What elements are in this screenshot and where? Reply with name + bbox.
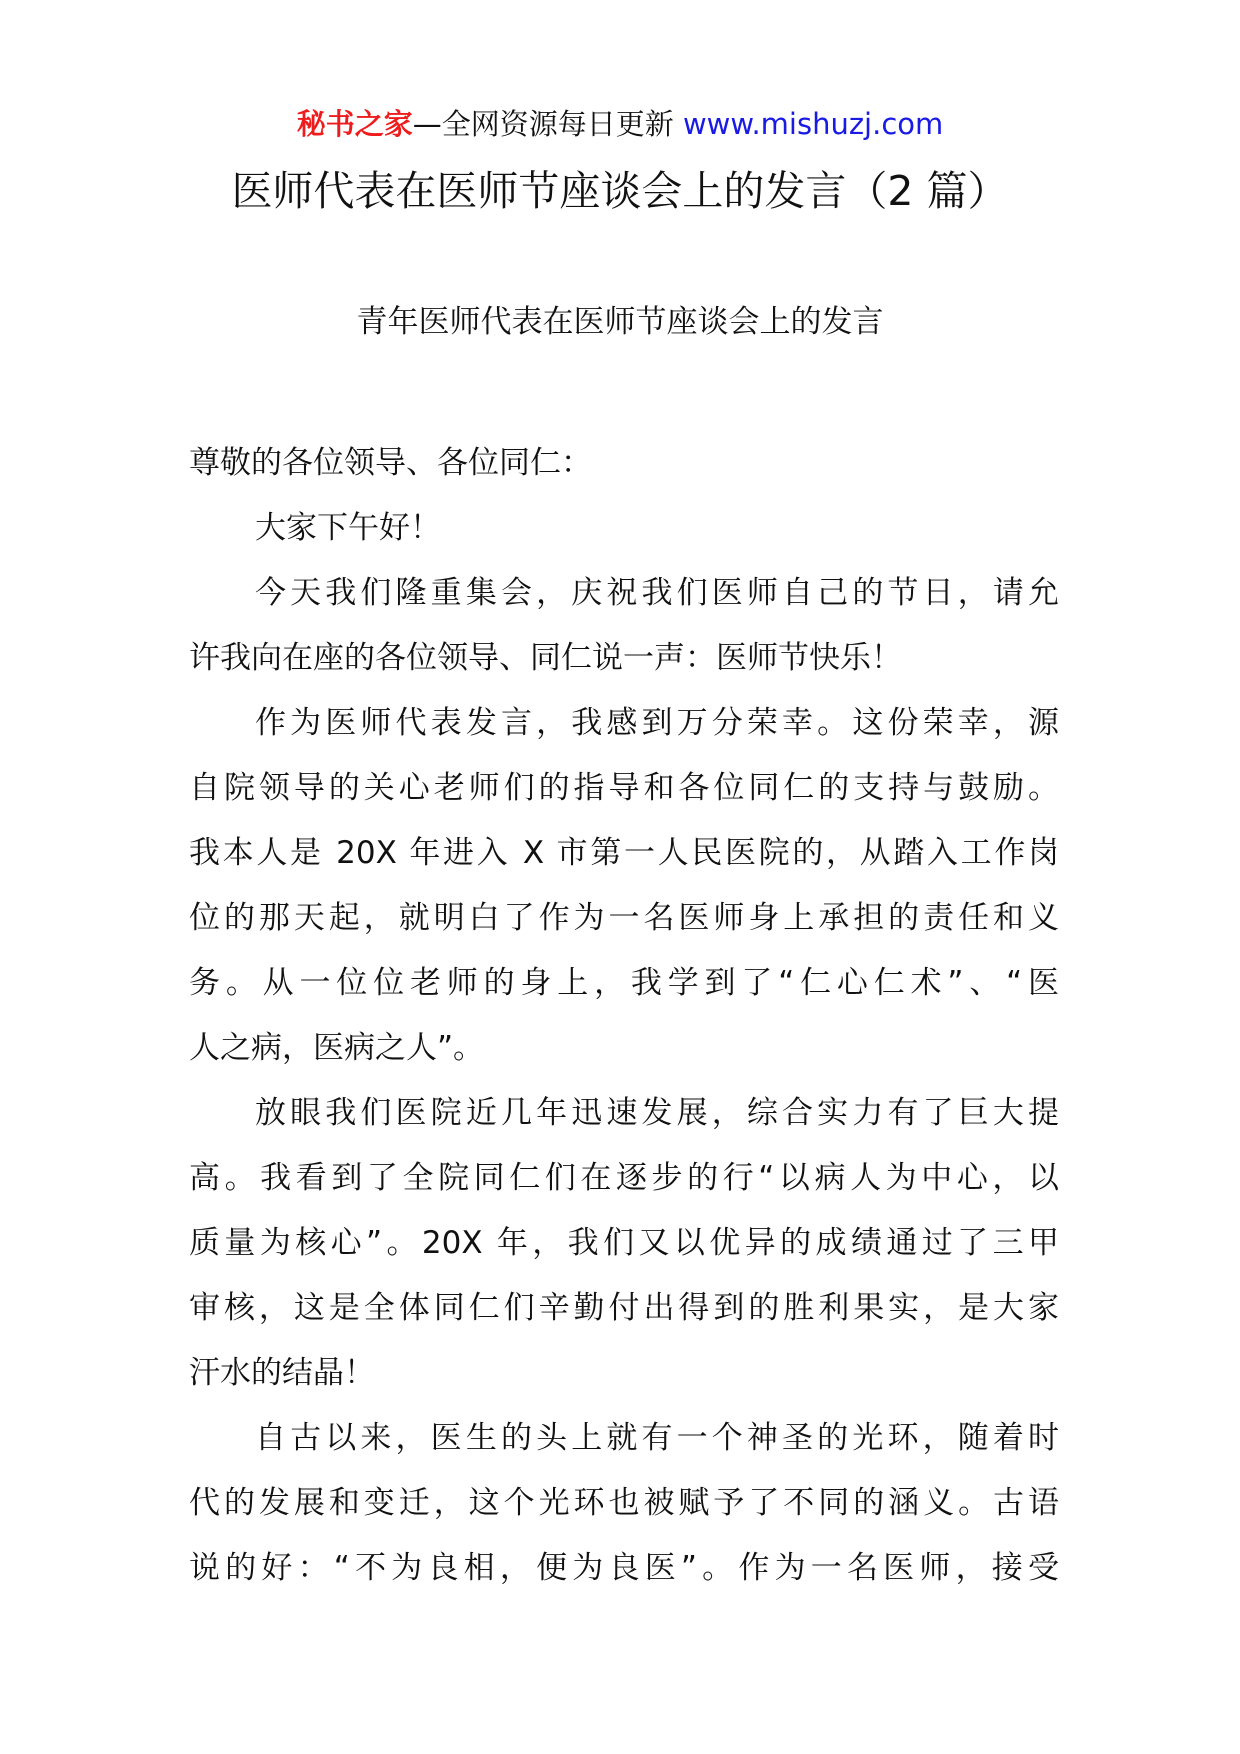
text-line: 人之病，医病之人”。 <box>189 1030 485 1066</box>
body-text <box>189 431 1059 1601</box>
text-line: 代的发展和变迁，这个光环也被赋予了不同的涵义。古语 <box>189 1485 1059 1521</box>
document-title: 医师代表在医师节座谈会上的发言（2 篇） <box>231 167 1009 215</box>
greeting-line: 大家下午好！ <box>255 510 441 546</box>
text-line: 说的好：“不为良相，便为良医”。作为一名医师，接受 <box>189 1550 1059 1586</box>
salutation-line: 尊敬的各位领导、各位同仁： <box>189 445 592 481</box>
text-line: 位的那天起，就明白了作为一名医师身上承担的责任和义 <box>189 900 1059 936</box>
text-line: 高。我看到了全院同仁们在逐步的行“以病人为中心，以 <box>189 1160 1059 1196</box>
text-line: 放眼我们医院近几年迅速发展，综合实力有了巨大提 <box>255 1095 1059 1131</box>
text-line: 我本人是 20X 年进入 X 市第一人民医院的，从踏入工作岗 <box>189 835 1059 871</box>
text-line: 汗水的结晶！ <box>189 1355 375 1391</box>
text-line: 务。从一位位老师的身上，我学到了“仁心仁术”、“医 <box>189 965 1059 1001</box>
text-line: 自古以来，医生的头上就有一个神圣的光环，随着时 <box>255 1420 1059 1456</box>
brand-name: 秘书之家 <box>296 107 413 141</box>
document-subtitle: 青年医师代表在医师节座谈会上的发言 <box>356 304 884 340</box>
text-line: 作为医师代表发言，我感到万分荣幸。这份荣幸，源 <box>255 705 1059 741</box>
text-line: 质量为核心”。20X 年，我们又以优异的成绩通过了三甲 <box>189 1225 1059 1261</box>
text-line: 审核，这是全体同仁们辛勤付出得到的胜利果实，是大家 <box>189 1290 1059 1326</box>
text-line: 许我向在座的各位领导、同仁说一声：医师节快乐！ <box>189 640 902 676</box>
site-tagline: —全网资源每日更新 <box>412 107 683 141</box>
text-line: 今天我们隆重集会，庆祝我们医师自己的节日，请允 <box>255 575 1059 611</box>
text-line: 自院领导的关心老师们的指导和各位同仁的支持与鼓励。 <box>189 770 1059 806</box>
site-banner <box>0 104 1240 144</box>
site-url-link[interactable]: www.mishuzj.com <box>682 107 944 141</box>
